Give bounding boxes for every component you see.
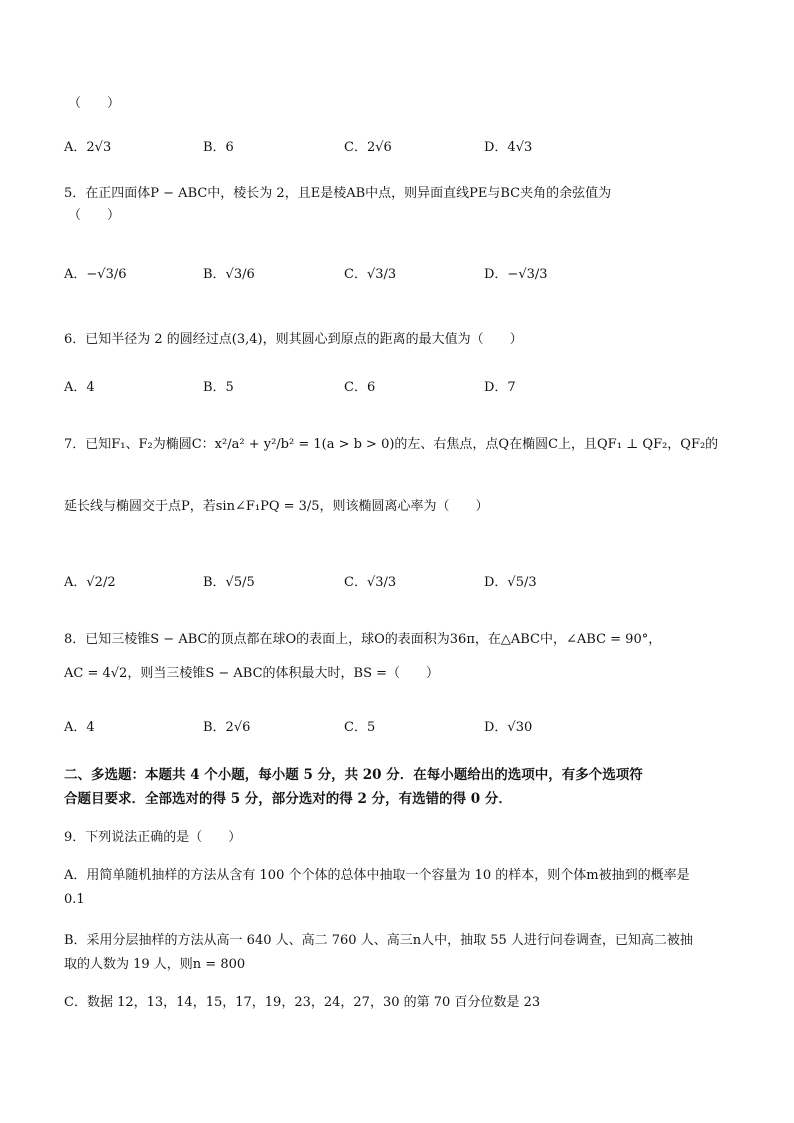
q4-option-c: C．2√6 [344, 140, 392, 155]
q5-stem: 5．在正四面体P − ABC中，棱长为 2，且E是棱AB中点，则异面直线PE与BC夹角的余弦值为 [64, 186, 612, 201]
q6-option-b: B．5 [203, 380, 234, 395]
q9-stem: 9．下列说法正确的是（ ） [64, 830, 242, 845]
q5-option-c: C．√3/3 [344, 267, 397, 282]
q8-option-a: A．4 [64, 720, 95, 735]
q7-option-b: B．√5/5 [203, 575, 255, 590]
q5-option-b: B．√3/6 [203, 267, 255, 282]
q9-option-c: C．数据 12，13，14，15，17，19，23，24，27，30 的第 70 百分位数是 23 [64, 995, 541, 1010]
q9-option-b-line1: B．采用分层抽样的方法从高一 640 人、高二 760 人、高三n人中，抽取 55 人进行问卷调查，已知高二被抽 [64, 933, 693, 948]
q6-option-d: D．7 [484, 380, 516, 395]
q6-stem: 6．已知半径为 2 的圆经过点(3,4)，则其圆心到原点的距离的最大值为（ ） [64, 332, 523, 347]
q9-option-a-line2: 0.1 [64, 892, 85, 907]
q4-answer-paren: （ ） [68, 96, 121, 111]
q8-option-d: D．√30 [484, 720, 533, 735]
q4-option-b: B．6 [203, 140, 234, 155]
q4-option-a: A．2√3 [64, 140, 112, 155]
q5-option-d: D．−√3/3 [484, 267, 548, 282]
q8-stem-line1: 8．已知三棱锥S − ABC的顶点都在球O的表面上，球O的表面积为36π，在△ABC中，∠ABC = 90°， [64, 632, 662, 647]
q4-option-d: D．4√3 [484, 140, 533, 155]
q6-option-a: A．4 [64, 380, 95, 395]
q6-option-c: C．6 [344, 380, 376, 395]
q8-option-b: B．2√6 [203, 720, 251, 735]
q9-option-b-line2: 取的人数为 19 人，则n = 800 [64, 957, 246, 972]
q7-option-d: D．√5/3 [484, 575, 537, 590]
q9-option-a-line1: A．用简单随机抽样的方法从含有 100 个个体的总体中抽取一个容量为 10 的样本，则个体m被抽到的概率是 [64, 868, 690, 883]
section2-heading-line1: 二、多选题：本题共 4 个小题，每小题 5 分，共 20 分．在每小题给出的选项中，有多个选项符 [64, 767, 643, 783]
q5-answer-paren: （ ） [68, 208, 121, 223]
q5-option-a: A．−√3/6 [64, 267, 127, 282]
q8-stem-line2: AC = 4√2，则当三棱锥S − ABC的体积最大时，BS =（ ） [64, 666, 439, 681]
q7-stem-line1: 7．已知F₁、F₂为椭圆C：x²/a² + y²/b² = 1(a > b > 0)的左、右焦点，点Q在椭圆C上，且QF₁ ⊥ QF₂，QF₂的 [64, 437, 719, 452]
q7-option-a: A．√2/2 [64, 575, 116, 590]
section2-heading-line2: 合题目要求．全部选对的得 5 分，部分选对的得 2 分，有选错的得 0 分． [64, 791, 512, 807]
q8-option-c: C．5 [344, 720, 376, 735]
q7-option-c: C．√3/3 [344, 575, 397, 590]
q7-stem-line2: 延长线与椭圆交于点P，若sin∠F₁PQ = 3/5，则该椭圆离心率为（ ） [64, 499, 489, 514]
